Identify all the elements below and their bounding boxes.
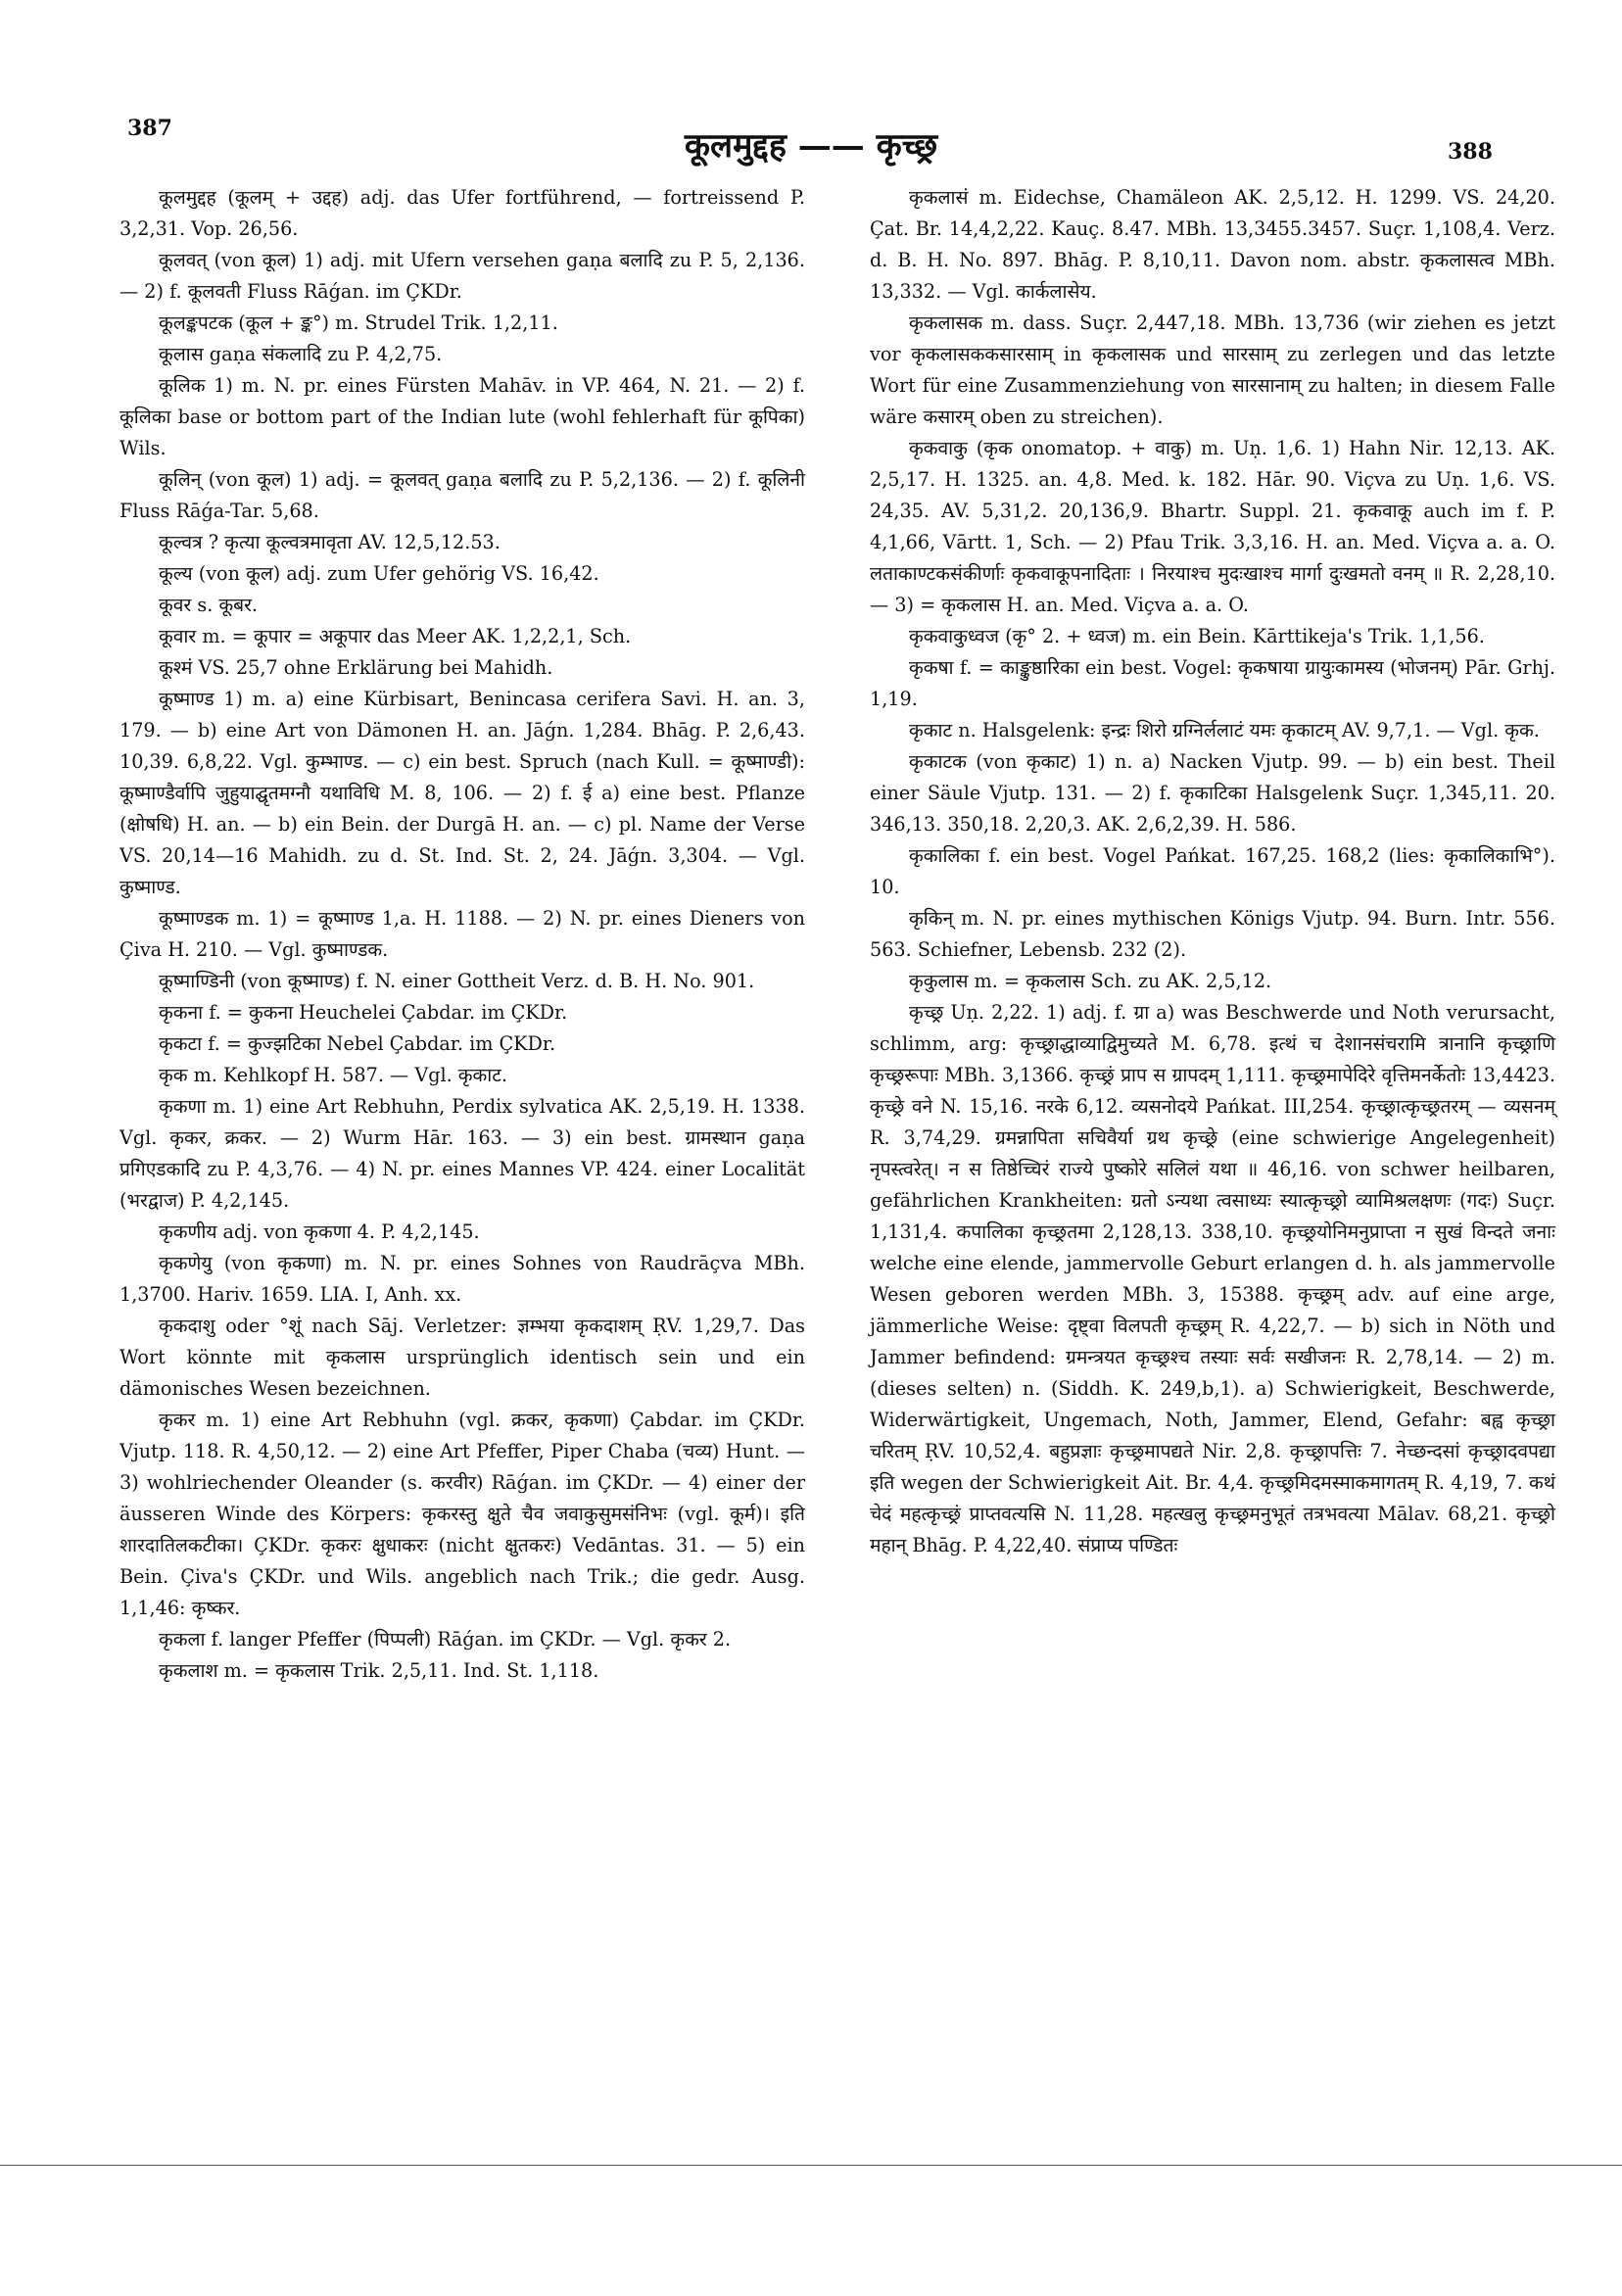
- page-number-left: 387: [127, 116, 172, 141]
- dictionary-entry: कृकाटक (von कृकाट) 1) n. a) Nacken Vjutp. 99. — b) ein best. Theil einer Säule Vjutp. 131. — 2) f. कृकाटिका Halsgelenk Suçr. 1,345,11. 20. 346,13. 350,18. 2,20,3. AK. 2,6,2,39. H. 586.: [870, 750, 1555, 836]
- dictionary-entry: कूश्मं VS. 25,7 ohne Erklärung bei Mahidh.: [159, 656, 553, 679]
- dictionary-entry: कृकणीय adj. von कृकणा 4. P. 4,2,145.: [159, 1220, 480, 1243]
- dictionary-entry: कूल्य (von कूल) adj. zum Ufer gehörig VS. 16,42.: [159, 562, 599, 585]
- left-column: [119, 182, 805, 1687]
- dictionary-entry: कृकषा f. = काङ्कुष्ठारिका ein best. Vogel: कृकषाया ग्रायुःकामस्य (भोजनम्) Pār. Grhj. 1,19.: [870, 656, 1555, 710]
- dictionary-entry: कृकना f. = कुकना Heuchelei Çabdar. im ÇKDr.: [159, 1001, 568, 1024]
- dictionary-entry: कूवर s. कूबर.: [159, 594, 259, 616]
- dictionary-entry: कृकर m. 1) eine Art Rebhuhn (vgl. क्रकर, कृकणा) Çabdar. im ÇKDr. Vjutp. 118. R. 4,50,12. — 2) eine Art Pfeffer, Piper Chaba (चव्य) Hunt. — 3) wohlriechender Oleander (s. करवीर) Rāǵan. im ÇKDr. — 4) einer der äusseren Winde des Körpers: कृकरस्तु क्षुते चैव जवाकुसुमसंनिभः (vgl. कूर्म)। इति शारदातिलकटीका। ÇKDr. कृकरः क्षुधाकरः (nicht क्षुतकरः) Vedāntas. 31. — 5) ein Bein. Çiva's ÇKDr. und Wils. angeblich nach Trik.; die gedr. Ausg. 1,1,46: कृष्कर.: [119, 1409, 805, 1619]
- dictionary-entry: कूष्माण्डक m. 1) = कूष्माण्ड 1,a. H. 1188. — 2) N. pr. eines Dieners von Çiva H. 210. — Vgl. कुष्माण्डक.: [119, 907, 805, 961]
- dictionary-entry: कृकदाशु oder °शूं nach Sāj. Verletzer: ज्ञम्भया कृकदाशम् ṚV. 1,29,7. Das Wort könnte mit कृकलास ursprünglich identisch sein und ein dämonisches Wesen bezeichnen.: [119, 1315, 805, 1400]
- dictionary-entry: कृकलासक m. dass. Suçr. 2,447,18. MBh. 13,736 (wir ziehen es jetzt vor कृकलासककसारसाम् in कृकलासक und सारसाम् zu zerlegen und das letzte Wort für eine Zusammenziehung von सारसानाम् zu halten; in diesem Falle wäre कसारम् oben zu streichen).: [870, 311, 1555, 428]
- dictionary-entry: कूलिन् (von कूल) 1) adj. = कूलवत् gaṇa बलादि zu P. 5,2,136. — 2) f. कूलिनी Fluss Rāǵa-Tar. 5,68.: [119, 468, 805, 522]
- dictionary-entry: कृकाट n. Halsgelenk: इन्द्रः शिरो ग्रग्निर्ललाटं यमः कृकाटम् AV. 9,7,1. — Vgl. कृक.: [909, 719, 1540, 741]
- page-number-right: 388: [1448, 139, 1493, 165]
- dictionary-entry: कूल्वत्र ? कृत्या कूल्वत्रमावृता AV. 12,5,12.53.: [159, 531, 501, 553]
- dictionary-entry: कृकटा f. = कुज्झटिका Nebel Çabdar. im ÇKDr.: [159, 1032, 556, 1055]
- dictionary-entry: कृकालिका f. ein best. Vogel Pańkat. 167,25. 168,2 (lies: कृकालिकाभि°). 10.: [870, 844, 1555, 898]
- dictionary-entry: कूवार m. = कूपार = अकूपार das Meer AK. 1,2,2,1, Sch.: [159, 625, 632, 647]
- dictionary-entry: कृक m. Kehlkopf H. 587. — Vgl. कृकाट.: [159, 1064, 508, 1086]
- dictionary-entry: कूलिक 1) m. N. pr. eines Fürsten Mahāv. in VP. 464, N. 21. — 2) f. कूलिका base or bottom part of the Indian lute (wohl fehlerhaft für कूपिका) Wils.: [119, 374, 805, 459]
- dictionary-entry: कृकला f. langer Pfeffer (पिप्पली) Rāǵan. im ÇKDr. — Vgl. कृकर 2.: [159, 1628, 732, 1650]
- dictionary-entry: कूलास gaṇa संकलादि zu P. 4,2,75.: [159, 343, 443, 365]
- dictionary-entry: कृकुलास m. = कृकलास Sch. zu AK. 2,5,12.: [909, 970, 1272, 992]
- dictionary-entry: कूलवत् (von कूल) 1) adj. mit Ufern versehen gaṇa बलादि zu P. 5, 2,136. — 2) f. कूलवती Fluss Rāǵan. im ÇKDr.: [119, 249, 805, 303]
- dictionary-entry: कृकिन् m. N. pr. eines mythischen Königs Vjutp. 94. Burn. Intr. 556. 563. Schiefner, Lebensb. 232 (2).: [870, 907, 1555, 961]
- dictionary-entry: कूष्माण्ड 1) m. a) eine Kürbisart, Benincasa cerifera Savi. H. an. 3, 179. — b) eine Art von Dämonen H. an. Jāǵn. 1,284. Bhāg. P. 2,6,43. 10,39. 6,8,22. Vgl. कुम्भाण्ड. — c) ein best. Spruch (nach Kull. = कूष्माण्डी): कूष्माण्डैर्वापि जुहुयाद्घृतमग्नौ यथाविधि M. 8, 106. — 2) f. ई a) eine best. Pflanze (क्षोषधि) H. an. — b) ein Bein. der Durgā H. an. — c) pl. Name der Verse VS. 20,14—16 Mahidh. zu d. St. Ind. St. 2, 24. Jāǵn. 3,304. — Vgl. कुष्माण्ड.: [119, 688, 805, 898]
- dictionary-entry: कृकवाकुध्वज (कृ° 2. + ध्वज) m. ein Bein. Kārttikeja's Trik. 1,1,56.: [909, 625, 1485, 647]
- dictionary-entry: कृच्छ्र Uṇ. 2,22. 1) adj. f. ग्रा a) was Beschwerde und Noth verursacht, schlimm, arg: कृच्छ्राद्धाव्याद्विमुच्यते M. 6,78. इत्थं च देशानसंचरामि त्रानानि कृच्छ्राणि कृच्छ्ररूपाः MBh. 3,1366. कृच्छ्रं प्राप स ग्रापदम् 1,111. कृच्छ्रमापेदिरे वृत्तिमनर्केतोः 13,4423. कृच्छ्रे वने N. 15,16. नरके 6,12. व्यसनोदये Pańkat. III,254. कृच्छ्रात्कृच्छ्रतरम् — व्यसनम् R. 3,74,29. ग्रमन्नापिता सचिवैर्या ग्रथ कृच्छ्रे (eine schwierige Angelegenheit) नृपस्त्वरेत्। न स तिष्ठेच्चिरं राज्ये पुष्कोरे सलिलं यथा ॥ 46,16. von schwer heilbaren, gefährlichen Krankheiten: ग्रतो ऽन्यथा त्वसाध्यः स्यात्कृच्छ्रो व्यामिश्रलक्षणः (गदः) Suçr. 1,131,4. कपालिका कृच्छ्रतमा 2,128,13. 338,10. कृच्छ्रयोनिमनुप्राप्ता न सुखं विन्दते जनाः welche eine elende, jammervolle Geburt erlangen d. h. als jammervolle Wesen geboren werden MBh. 3, 15388. कृच्छ्रम् adv. auf eine arge, jämmerliche Weise: दृष्ट्वा विलपती कृच्छ्रम् R. 4,22,7. — b) sich in Nöth und Jammer befindend: ग्रमन्त्रयत कृच्छ्रश्च तस्याः सर्वः सखीजनः R. 2,78,14. — 2) m. (dieses selten) n. (Siddh. K. 249,b,1). a) Schwierigkeit, Beschwerde, Widerwärtigkeit, Ungemach, Noth, Jammer, Elend, Gefahr: बह्व कृच्छ्रा चरितम् ṚV. 10,52,4. बहुप्रज्ञाः कृच्छ्रमापद्यते Nir. 2,8. कृच्छ्रापत्तिः 7. नेच्छन्दसां कृच्छ्रादवपद्या इति wegen der Schwierigkeit Ait. Br. 4,4. कृच्छ्रमिदमस्माकमागतम् R. 4,19, 7. कथं चेदं महत्कृच्छ्रं प्राप्तवत्यसि N. 11,28. महत्खलु कृच्छ्रमनुभूतं तत्रभवत्या Mālav. 68,21. कृच्छ्रो महान् Bhāg. P. 4,22,40. संप्राप्य पण्डितः: [870, 1001, 1555, 1556]
- right-column: [870, 182, 1555, 1561]
- dictionary-entry: कृकवाकु (कृक onomatop. + वाकु) m. Uṇ. 1,6. 1) Hahn Nir. 12,13. AK. 2,5,17. H. 1325. an. 4,8. Med. k. 182. Hār. 90. Viçva zu Uṇ. 1,6. VS. 24,35. AV. 5,31,2. 20,136,9. Bhartr. Suppl. 21. कृकवाकू auch im f. P. 4,1,66, Vārtt. 1, Sch. — 2) Pfau Trik. 3,3,16. H. an. Med. Viçva a. a. O. लताकाण्टकसंकीर्णाः कृकवाकूपनादिताः । निरयाश्च मुदःखाश्च मार्गा दुःखमतो वनम् ॥ R. 2,28,10. — 3) = कृकलास H. an. Med. Viçva a. a. O.: [870, 437, 1555, 616]
- dictionary-entry: कृकलाश m. = कृकलास Trik. 2,5,11. Ind. St. 1,118.: [159, 1659, 599, 1682]
- dictionary-entry: कृकलासं m. Eidechse, Chamäleon AK. 2,5,12. H. 1299. VS. 24,20. Çat. Br. 14,4,2,22. Kauç. 8.47. MBh. 13,3455.3457. Suçr. 1,108,4. Verz. d. B. H. No. 897. Bhāg. P. 8,10,11. Davon nom. abstr. कृकलासत्व MBh. 13,332. — Vgl. कार्कलासेय.: [870, 186, 1555, 303]
- running-header: कूलमुद्दह —— कृच्छ्र: [684, 126, 938, 166]
- footer-rule: [0, 2165, 1622, 2166]
- dictionary-entry: कूष्माण्डिनी (von कूष्माण्ड) f. N. einer Gottheit Verz. d. B. H. No. 901.: [159, 970, 755, 992]
- dictionary-entry: कृकणा m. 1) eine Art Rebhuhn, Perdix sylvatica AK. 2,5,19. H. 1338. Vgl. कृकर, क्रकर. — 2) Wurm Hār. 163. — 3) ein best. ग्रामस्थान gaṇa प्रगिएडकादि zu P. 4,3,76. — 4) N. pr. eines Mannes VP. 424. einer Localität (भरद्वाज) P. 4,2,145.: [119, 1095, 805, 1212]
- dictionary-entry: कूलङ्कपटक (कूल + ङ्क°) m. Strudel Trik. 1,2,11.: [159, 311, 558, 334]
- dictionary-entry: कृकणेयु (von कृकणा) m. N. pr. eines Sohnes von Raudrāçva MBh. 1,3700. Hariv. 1659. LIA. I, Anh. xx.: [119, 1252, 805, 1306]
- dictionary-entry: कूलमुद्दह (कूलम् + उद्दह) adj. das Ufer fortführend, — fortreissend P. 3,2,31. Vop. 26,56.: [119, 186, 805, 240]
